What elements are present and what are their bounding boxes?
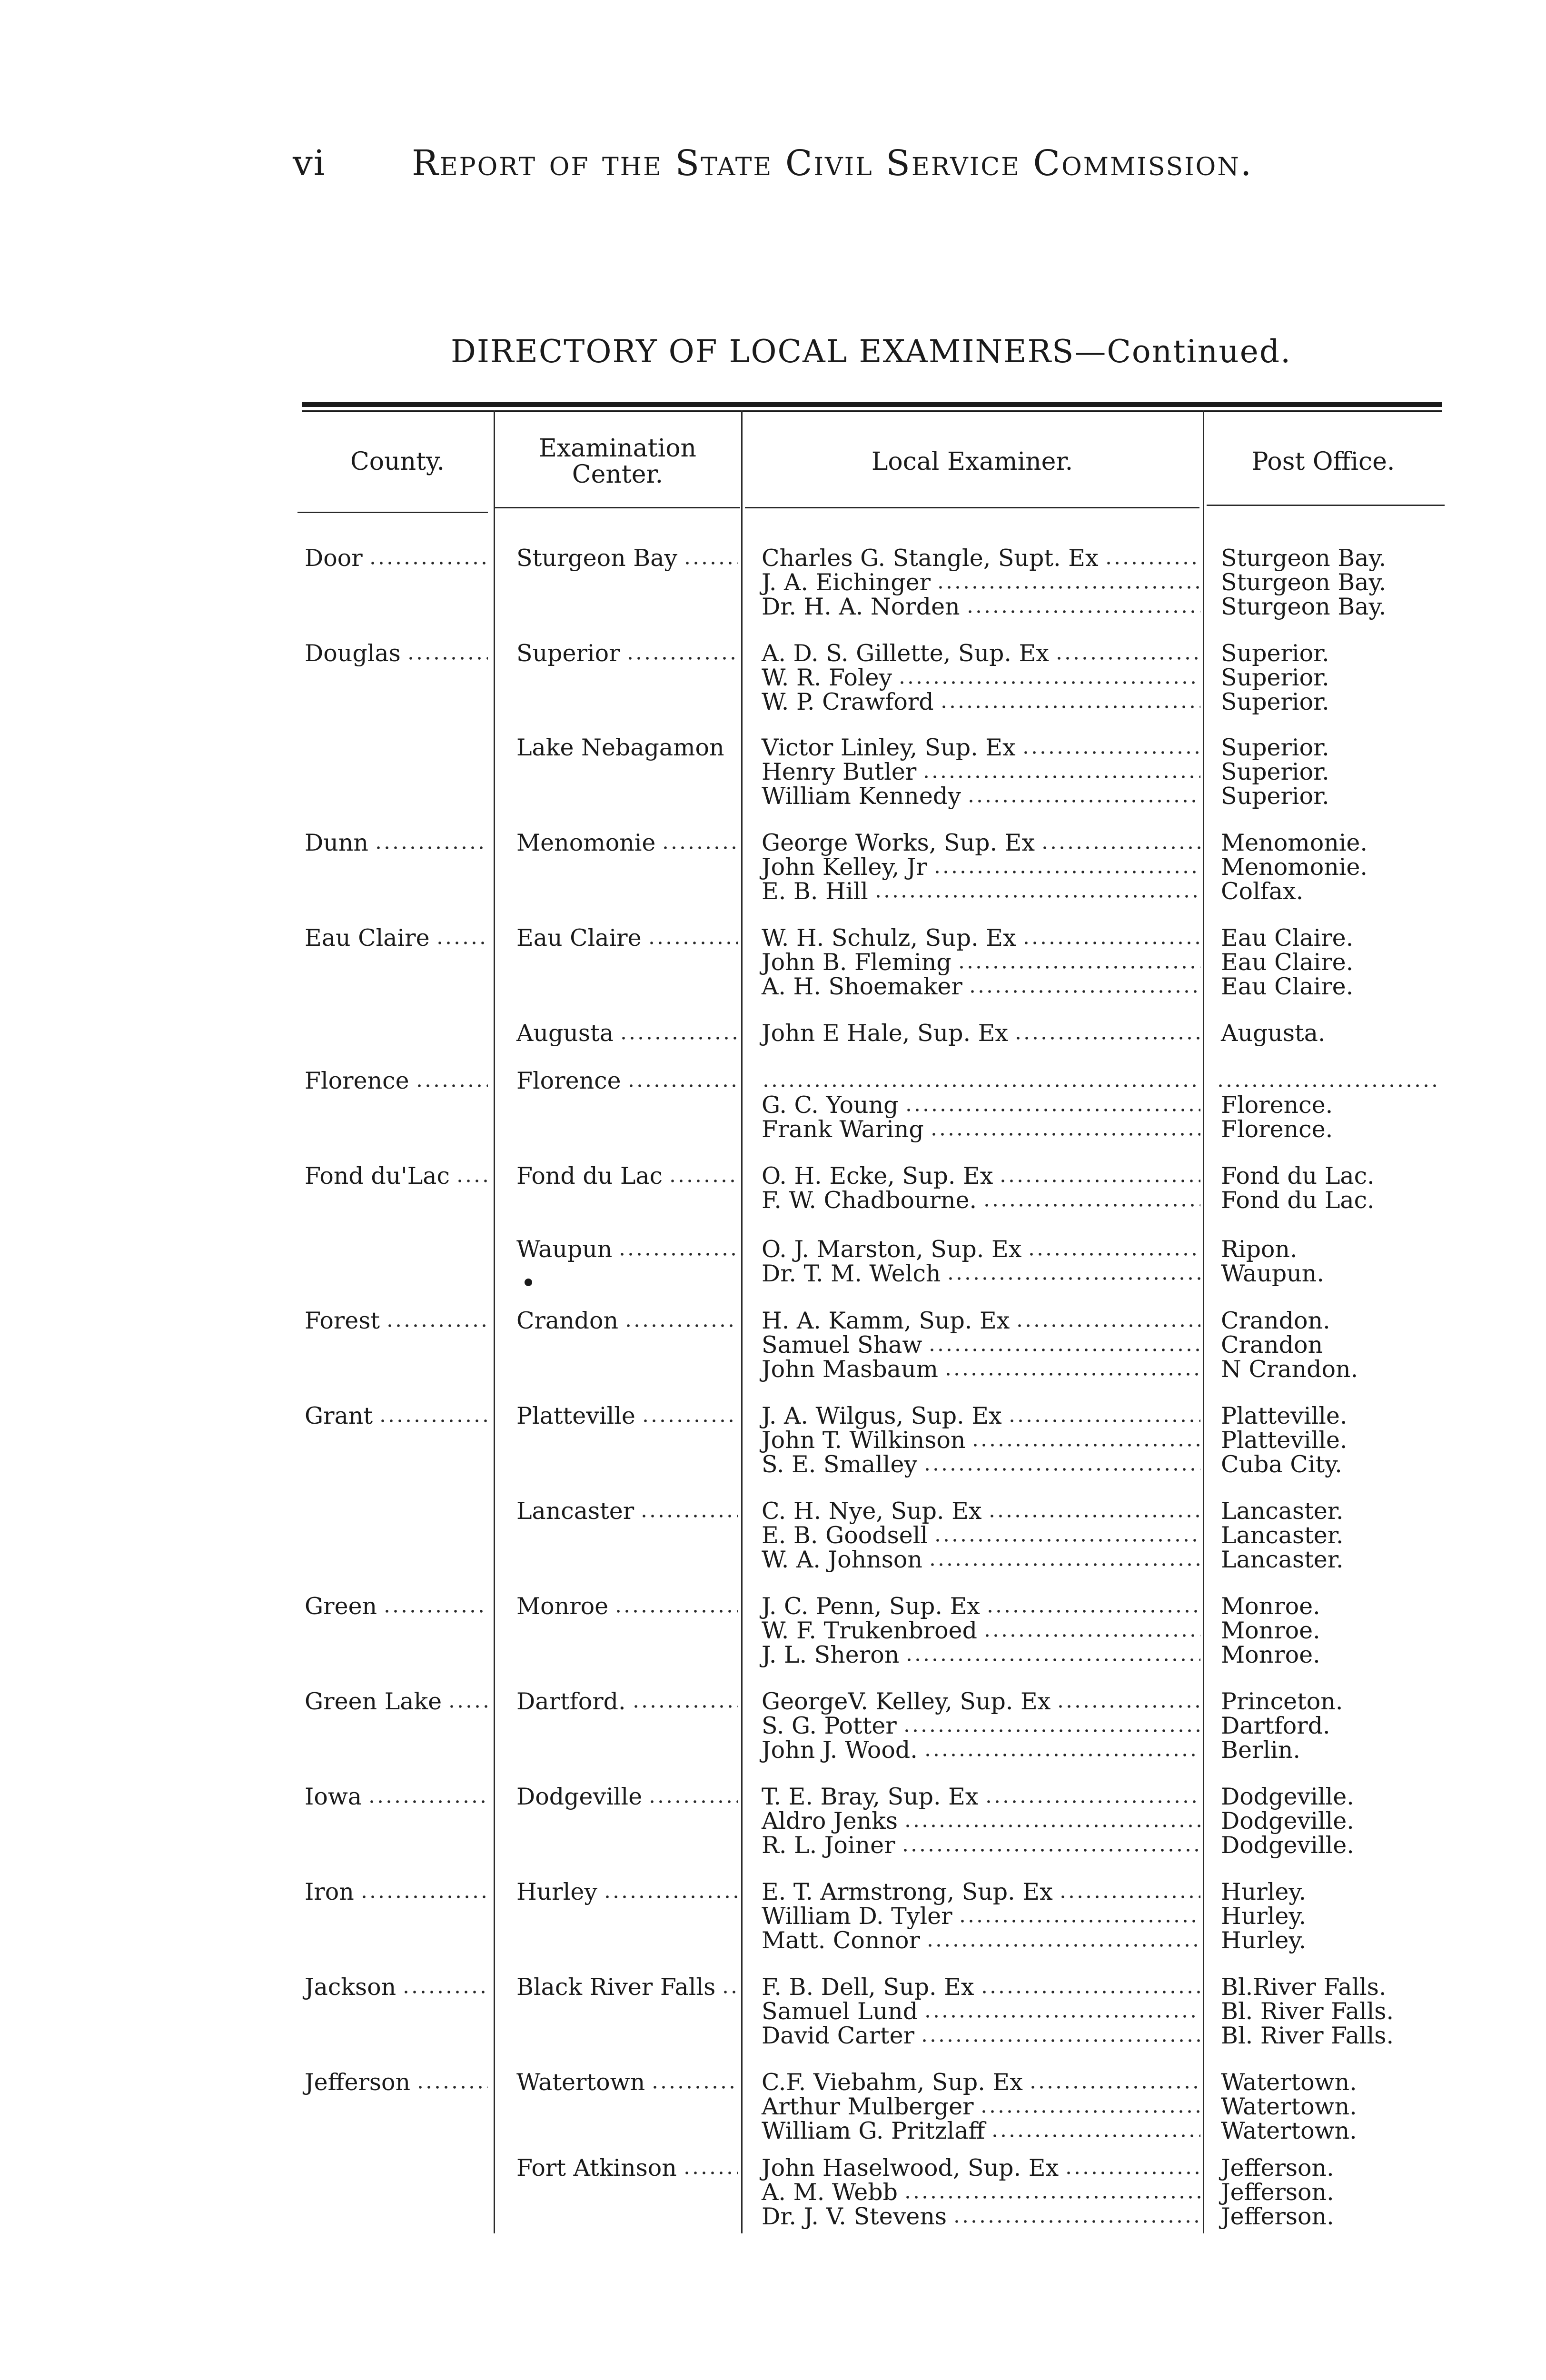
examiner-name: Dr. H. A. Norden [762,593,960,620]
examiner-leader-dots [980,1990,1200,1994]
center-leader-dots [683,561,738,565]
examination-center: Black River Falls [516,1973,716,2001]
examination-center: Augusta [516,1020,614,1047]
table-top-rule [302,402,1442,407]
examiner-leader-dots [1055,656,1200,661]
post-office: Eau Claire. [1221,973,1354,1000]
examiner-leader-dots [1008,1418,1200,1423]
post-office: Eau Claire. [1221,924,1354,952]
examiner-name: W. P. Crawford [762,688,934,715]
post-office: Platteville. [1221,1427,1348,1454]
examiner-name: William D. Tyler [762,1903,952,1930]
examiner-leader-dots [1104,561,1200,565]
post-office: Dodgeville. [1221,1807,1354,1835]
examiner-name: R. L. Joiner [762,1832,895,1859]
table-title: DIRECTORY OF LOCAL EXAMINERS—Continued. [450,333,1292,370]
examiner-leader-dots [902,1728,1200,1733]
examiner-leader-dots [999,1179,1200,1183]
column-header-center: Examination Center. [538,434,697,489]
examiner-leader-dots [928,1562,1200,1567]
examiner-name: W. R. Foley [762,664,892,691]
column-header-county: County. [350,447,445,476]
examiner-leader-dots [982,1203,1200,1208]
center-leader-dots [632,1704,738,1709]
examination-center: Platteville [516,1402,635,1429]
center-leader-dots [648,1799,738,1804]
post-office: Colfax. [1221,878,1304,905]
examiner-leader-dots [920,2038,1200,2043]
post-office: Watertown. [1221,2093,1357,2120]
examiner-leader-dots [971,1443,1200,1448]
examiner-leader-dots [762,1083,1200,1088]
post-office: Superior. [1221,688,1329,715]
examiner-leader-dots [984,1799,1200,1804]
post-office: Florence. [1221,1091,1333,1119]
post-office: Princeton. [1221,1688,1343,1715]
county-name: Door [305,545,363,572]
examination-center: Waupun [516,1236,613,1263]
examiner-name: A. M. Webb [762,2179,898,2206]
county-name: Jackson [305,1973,396,2001]
examiner-leader-dots [1056,1704,1200,1709]
post-office: Superior. [1221,640,1329,667]
examiner-name: Dr. T. M. Welch [762,1260,941,1287]
examiner-leader-dots [1015,1323,1200,1328]
post-office: Florence. [1221,1116,1333,1143]
examiner-name: W. H. Schulz, Sup. Ex [762,924,1016,952]
post-office: Bl.River Falls. [1221,1973,1387,2001]
post-office: Dodgeville. [1221,1783,1354,1810]
examiner-leader-dots [922,774,1200,779]
post-office: Jefferson. [1221,2154,1334,2182]
examiner-name: C. H. Nye, Sup. Ex [762,1497,982,1525]
column-header-post-office: Post Office. [1251,447,1395,476]
county-leader-dots [436,941,488,945]
county-leader-dots [415,1083,488,1088]
examiner-leader-dots [957,965,1200,970]
examiner-name: G. C. Young [762,1091,899,1119]
page-header [293,143,1387,200]
center-leader-dots [626,656,738,661]
examiner-name: E. B. Goodsell [762,1522,928,1549]
column-divider-1 [494,410,495,2233]
examiner-name: John Haselwood, Sup. Ex [762,2154,1059,2182]
examiner-leader-dots [933,870,1200,874]
county-leader-dots [447,1704,488,1709]
page-number: vi [293,143,326,184]
examiner-name: Dr. J. V. Stevens [762,2203,947,2230]
center-leader-dots [641,1418,738,1423]
center-leader-dots [640,1514,738,1518]
examiner-leader-dots [1027,1252,1200,1257]
running-title: Report of the State Civil Service Commission. [412,143,1253,184]
post-office: Hurley. [1221,1878,1307,1905]
examiner-leader-dots [1041,845,1200,850]
examiner-name: Aldro Jenks [762,1807,898,1835]
examiner-name: E. B. Hill [762,878,868,905]
county-name: Eau Claire [305,924,430,952]
post-office: Bl. River Falls. [1221,1998,1394,2025]
county-name: Florence [305,1067,409,1094]
post-office: Fond du Lac. [1221,1187,1375,1214]
examiner-leader-dots [986,1609,1200,1614]
examination-center: Sturgeon Bay [516,545,678,572]
examination-center: Dodgeville [516,1783,643,1810]
post-office: Watertown. [1221,2117,1357,2144]
examiner-name: Samuel Shaw [762,1331,922,1359]
post-office: Superior. [1221,734,1329,761]
examination-center: Superior [516,640,620,667]
examiner-name: A. H. Shoemaker [762,973,962,1000]
examiner-leader-dots [946,1276,1200,1281]
examination-center: Fond du Lac [516,1162,663,1190]
post-office: Augusta. [1221,1020,1326,1047]
post-office: Bl. River Falls. [1221,2022,1394,2049]
ink-speck [525,1279,532,1286]
examiner-name: John T. Wilkinson [762,1427,966,1454]
examiner-name: S. E. Smalley [762,1451,918,1478]
examiner-leader-dots [901,1848,1200,1853]
examiner-name: David Carter [762,2022,915,2049]
examiner-leader-dots [923,1753,1200,1757]
examiner-leader-dots [983,1633,1200,1638]
center-leader-dots [651,2085,738,2090]
examiner-name: Henry Butler [762,758,917,785]
examiner-leader-dots [967,799,1200,803]
examiner-name: E. T. Armstrong, Sup. Ex [762,1878,1053,1905]
center-leader-dots [619,1036,738,1041]
examiner-leader-dots [968,989,1200,994]
examiner-name: John E Hale, Sup. Ex [762,1020,1008,1047]
center-leader-dots [668,1179,738,1183]
examiner-leader-dots [904,1108,1200,1112]
examiner-leader-dots [1029,2085,1200,2090]
examiner-leader-dots [898,680,1200,685]
post-office: Lancaster. [1221,1522,1344,1549]
county-name: Douglas [305,640,401,667]
examiner-name: W. A. Johnson [762,1546,922,1573]
column-divider-2 [741,410,743,2233]
examiner-name: C.F. Viebahm, Sup. Ex [762,2069,1023,2096]
county-leader-dots [386,1323,488,1328]
county-leader-dots [416,2085,488,2090]
examination-center: Eau Claire [516,924,642,952]
center-leader-dots [683,2171,738,2175]
examiner-name: T. E. Bray, Sup. Ex [762,1783,979,1810]
county-name: Forest [305,1307,380,1334]
post-office: Sturgeon Bay. [1221,593,1387,620]
post-office: Menomonie. [1221,853,1368,881]
examination-center: Lake Nebagamon [516,734,724,761]
examiner-leader-dots [903,1824,1200,1828]
header-rule-post-office [1207,505,1445,506]
examiner-name: Matt. Connor [762,1927,920,1954]
post-office: Monroe. [1221,1593,1320,1620]
post-office: Menomonie. [1221,829,1368,856]
county-leader-dots [360,1894,488,1899]
examiner-name: H. A. Kamm, Sup. Ex [762,1307,1010,1334]
post-office: Platteville. [1221,1402,1348,1429]
county-name: Green [305,1593,377,1620]
post-office: Jefferson. [1221,2203,1334,2230]
examiner-leader-dots [930,1132,1200,1137]
examiner-leader-dots [928,1348,1200,1352]
county-leader-dots [456,1179,488,1183]
column-header-examiner: Local Examiner. [871,447,1073,476]
post-office: Sturgeon Bay. [1221,545,1387,572]
examiner-name: F. B. Dell, Sup. Ex [762,1973,974,2001]
examiner-name: J. A. Eichinger [762,569,931,596]
examination-center: Crandon [516,1307,619,1334]
county-leader-dots [374,845,488,850]
header-rule-examiner [745,507,1199,508]
examiner-name: A. D. S. Gillette, Sup. Ex [762,640,1049,667]
examiner-name: Victor Linley, Sup. Ex [762,734,1016,761]
examination-center: Hurley [516,1878,598,1905]
center-leader-dots [647,941,738,945]
examiner-leader-dots [966,609,1200,614]
examiner-leader-dots [1021,750,1200,755]
examiner-leader-dots [980,2109,1200,2114]
post-office-leader-dots [1216,1083,1442,1088]
header-rule-center [495,507,740,508]
center-leader-dots [627,1083,738,1088]
county-name: Jefferson [305,2069,411,2096]
examiner-name: Charles G. Stangle, Supt. Ex [762,545,1099,572]
examiner-name: O. J. Marston, Sup. Ex [762,1236,1022,1263]
table-top-rule-thin [302,410,1442,412]
examiner-name: J. C. Penn, Sup. Ex [762,1593,980,1620]
header-rule-county [297,512,488,513]
examiner-name: W. F. Trukenbroed [762,1617,978,1644]
examination-center: Watertown [516,2069,645,2096]
county-leader-dots [367,1799,488,1804]
examiner-leader-dots [952,2219,1200,2224]
examiner-name: John Kelley, Jr [762,853,927,881]
examiner-leader-dots [1022,941,1200,945]
examiner-name: J. L. Sheron [762,1641,900,1668]
examiner-leader-dots [905,1657,1200,1662]
post-office: N Crandon. [1221,1356,1358,1383]
examiner-leader-dots [926,1943,1200,1948]
post-office: Crandon [1221,1331,1323,1359]
post-office: Waupun. [1221,1260,1324,1287]
post-office: Superior. [1221,758,1329,785]
post-office: Dodgeville. [1221,1832,1354,1859]
examiner-leader-dots [903,2195,1200,2200]
post-office: Lancaster. [1221,1497,1344,1525]
examiner-name: J. A. Wilgus, Sup. Ex [762,1402,1002,1429]
center-leader-dots [614,1609,738,1614]
examiner-name: John Masbaum [762,1356,938,1383]
examiner-leader-dots [923,1467,1200,1472]
post-office: Lancaster. [1221,1546,1344,1573]
county-name: Grant [305,1402,373,1429]
post-office: Watertown. [1221,2069,1357,2096]
examiner-name: GeorgeV. Kelley, Sup. Ex [762,1688,1051,1715]
center-leader-dots [618,1252,738,1257]
examiner-name: John J. Wood. [762,1736,918,1764]
examiner-name: O. H. Ecke, Sup. Ex [762,1162,993,1190]
county-name: Iron [305,1878,354,1905]
post-office: Fond du Lac. [1221,1162,1375,1190]
examiner-name: Frank Waring [762,1116,924,1143]
examiner-name: S. G. Potter [762,1712,897,1739]
county-leader-dots [402,1990,488,1994]
examiner-leader-dots [991,2133,1200,2138]
county-name: Green Lake [305,1688,442,1715]
examiner-name: F. W. Chadbourne. [762,1187,977,1214]
county-leader-dots [406,656,488,661]
post-office: Jefferson. [1221,2179,1334,2206]
examiner-leader-dots [936,585,1200,590]
county-name: Iowa [305,1783,362,1810]
examiner-leader-dots [1059,1894,1200,1899]
examiner-name: George Works, Sup. Ex [762,829,1035,856]
post-office: Superior. [1221,664,1329,691]
center-leader-dots [721,1990,738,1994]
examination-center: Fort Atkinson [516,2154,677,2182]
examiner-leader-dots [874,894,1200,899]
examiner-name: Arthur Mulberger [762,2093,974,2120]
examiner-leader-dots [933,1538,1200,1543]
county-leader-dots [383,1609,488,1614]
post-office: Hurley. [1221,1903,1307,1930]
examiner-leader-dots [1014,1036,1200,1041]
post-office: Monroe. [1221,1617,1320,1644]
post-office: Berlin. [1221,1736,1300,1764]
county-leader-dots [368,561,488,565]
examination-center: Lancaster [516,1497,634,1525]
examiner-leader-dots [958,1919,1200,1924]
post-office: Cuba City. [1221,1451,1342,1478]
county-name: Dunn [305,829,368,856]
post-office: Superior. [1221,783,1329,810]
examination-center: Florence [516,1067,621,1094]
examiner-leader-dots [944,1372,1200,1377]
post-office: Hurley. [1221,1927,1307,1954]
county-leader-dots [378,1418,488,1423]
examiner-leader-dots [988,1514,1200,1518]
post-office: Dartford. [1221,1712,1330,1739]
examiner-name: William G. Pritzlaff [762,2117,985,2144]
examination-center: Monroe [516,1593,609,1620]
post-office: Monroe. [1221,1641,1320,1668]
examiner-leader-dots [940,704,1200,709]
examiner-name: William Kennedy [762,783,961,810]
examination-center: Dartford. [516,1688,626,1715]
post-office: Ripon. [1221,1236,1298,1263]
center-leader-dots [603,1894,738,1899]
examiner-leader-dots [923,2014,1200,2019]
examination-center: Menomonie [516,829,656,856]
post-office: Crandon. [1221,1307,1330,1334]
examiner-name: Samuel Lund [762,1998,918,2025]
center-leader-dots [661,845,738,850]
column-divider-3 [1203,410,1204,2233]
examiner-name: John B. Fleming [762,949,951,976]
county-name: Fond du'Lac [305,1162,450,1190]
post-office: Sturgeon Bay. [1221,569,1387,596]
post-office: Eau Claire. [1221,949,1354,976]
examiner-leader-dots [1064,2171,1200,2175]
center-leader-dots [624,1323,738,1328]
